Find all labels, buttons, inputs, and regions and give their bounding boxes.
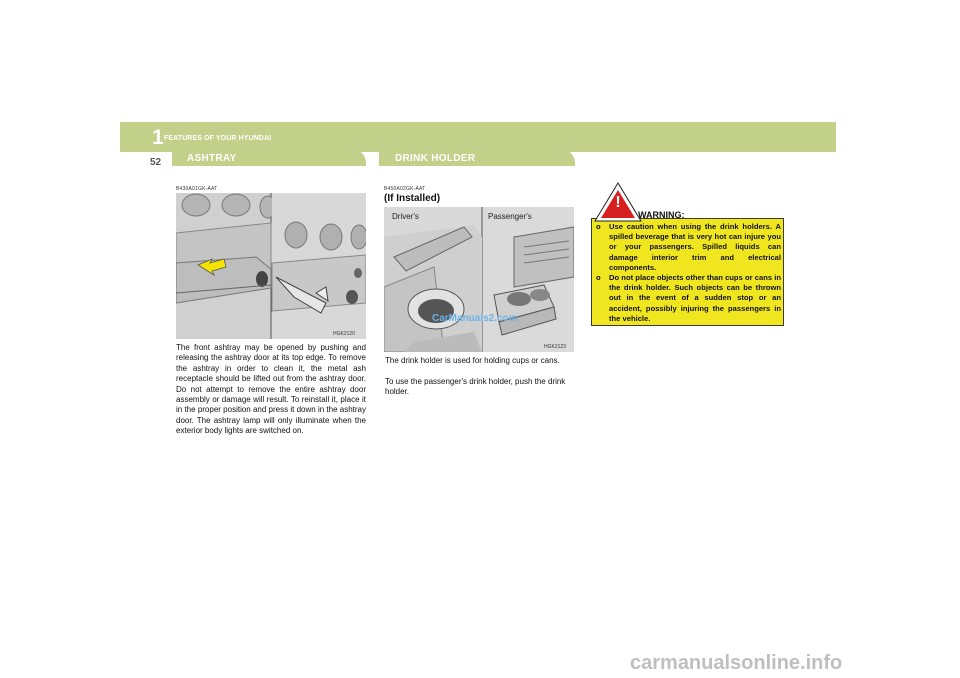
drink-holder-body-line-1: The drink holder is used for holding cups or cans. [385, 356, 560, 365]
passengers-caption: Passenger's [488, 212, 532, 221]
drink-holder-illustration [384, 207, 574, 352]
warning-item-1 [596, 222, 781, 273]
warning-bullet: o [596, 273, 601, 282]
drink-holder-drawing [384, 207, 574, 352]
drink-holder-heading: DRINK HOLDER [395, 153, 476, 164]
warning-bullet: o [596, 222, 601, 231]
drink-holder-figure-code: HGK2123 [544, 344, 566, 350]
warning-exclamation: ! [615, 194, 621, 211]
ashtray-body-text: The front ashtray may be opened by pushing and releasing the ashtray door at its top edge. To remove the ashtray in order to clean it, the metal ash receptacle should be lifted out from the ashtray door. Do not attempt to remove the entire ashtray door assembly or damage will result. To reinstall it, place it in the proper position and press it down in the ashtray door. The ashtray lamp will only illuminate when the exterior body lights are switched on. [176, 343, 366, 436]
ashtray-heading: ASHTRAY [187, 153, 237, 164]
warning-item-text: Do not place objects other than cups or cans in the drink holder. Such objects can be thrown out in the event of a sudden stop or an accident, possibly injuring the passengers in the vehicle. [609, 273, 781, 323]
drink-holder-body-line-2: To use the passenger's drink holder, push the drink holder. [385, 377, 566, 397]
warning-item-text: Use caution when using the drink holders. A spilled beverage that is very hot can injure you or your passengers. Spilled liquids can damage interior trim and electrical components. [609, 222, 781, 272]
ashtray-illustration [176, 193, 366, 339]
chapter-number: 1 [152, 126, 164, 149]
ashtray-section-code: B430A01GK-AAT [176, 186, 218, 192]
ashtray-figure-code: HGK2120 [333, 331, 355, 337]
drivers-caption: Driver's [392, 212, 419, 221]
chapter-title: FEATURES OF YOUR HYUNDAI [164, 135, 272, 142]
warning-item-2 [596, 273, 781, 324]
drink-holder-subtitle: (If Installed) [384, 193, 441, 204]
page-number: 52 [150, 157, 162, 168]
drink-holder-section-code: B450A02GK-AAT [384, 186, 426, 192]
carmanuals2-watermark: CarManuals2.com [432, 313, 518, 324]
ashtray-drawing [176, 193, 366, 339]
warning-title: WARNING: [638, 210, 685, 220]
carmanualsonline-watermark: carmanualsonline.info [630, 652, 843, 674]
